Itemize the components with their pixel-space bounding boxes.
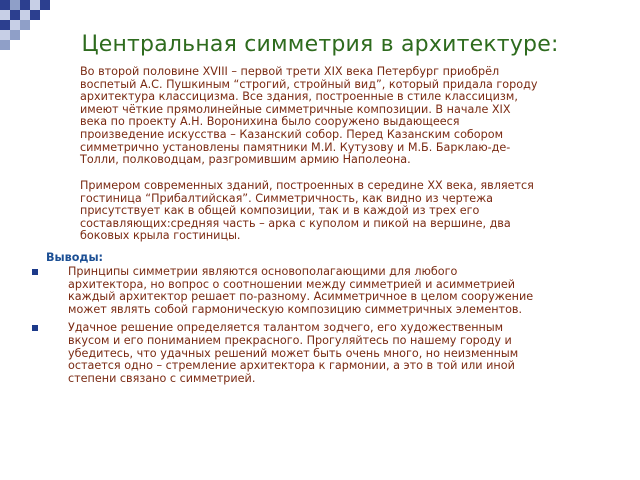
paragraph-line: имеют чёткие прямолинейные симметричные композиции. В начале XIX	[80, 102, 511, 116]
paragraph-line: гостиница “Прибалтийская”. Симметричность, как видно из чертежа	[80, 191, 494, 205]
bullet-line: может являть собой гармоническую композицию симметричных элементов.	[68, 302, 523, 316]
slide-title: Центральная симметрия в архитектуре:	[81, 32, 559, 57]
paragraph-line: воспетый А.С. Пушкиным “строгий, стройный вид”, который придала городу	[80, 77, 538, 91]
bullet-line: Принципы симметрии являются основополагающими для любого	[68, 265, 458, 278]
paragraph-line: архитектура классицизма. Все здания, построенные в стиле классицизм,	[80, 90, 518, 104]
conclusions-heading: Выводы:	[46, 251, 104, 264]
bullet-line: архитектора, но вопрос о соотношении между симметрией и асимметрией	[68, 277, 516, 291]
conclusions-list	[32, 266, 632, 391]
list-item	[32, 322, 632, 385]
paragraph-line: боковых крыла гостиницы.	[80, 229, 241, 243]
list-item	[32, 266, 632, 316]
paragraph-line: симметрично установлены памятники М.И. Кутузову и М.Б. Барклаю-де-	[80, 140, 511, 154]
paragraph-line: произведение искусства – Казанский собор. Перед Казанским собором	[80, 127, 504, 141]
paragraph-classicism	[68, 66, 624, 167]
paragraph-line: века по проекту А.Н. Воронихина было сооружено выдающееся	[80, 115, 460, 129]
paragraph-line: присутствует как в общей композиции, так и в каждой из трех его	[80, 204, 480, 218]
paragraph-line: Примером современных зданий, построенных в середине XX века, является	[80, 179, 534, 192]
bullet-line: степени связано с симметрией.	[68, 371, 256, 385]
bullet-line: остается одно – стремление архитектора к гармонии, а это в той или иной	[68, 359, 515, 373]
paragraph-line: составляющих:средняя часть – арка с куполом и пикой на вершине, два	[80, 216, 511, 230]
bullet-line: каждый архитектор решает по-разному. Асимметричное в целом сооружение	[68, 290, 534, 304]
paragraph-line: Во второй половине XVIII – первой трети XIX века Петербург приобрёл	[80, 65, 500, 78]
bullet-line: убедитесь, что удачных решений может быть очень много, но неизменным	[68, 346, 519, 360]
paragraph-line: Толли, полководцам, разгромившим армию Наполеона.	[80, 153, 411, 167]
paragraph-modern-buildings	[68, 180, 624, 243]
bullet-line: Удачное решение определяется талантом зодчего, его художественным	[68, 321, 504, 335]
square-bullet-icon	[32, 269, 38, 275]
square-bullet-icon	[32, 325, 38, 331]
bullet-line: вкусом и его пониманием прекрасного. Прогуляйтесь по нашему городу и	[68, 333, 512, 347]
